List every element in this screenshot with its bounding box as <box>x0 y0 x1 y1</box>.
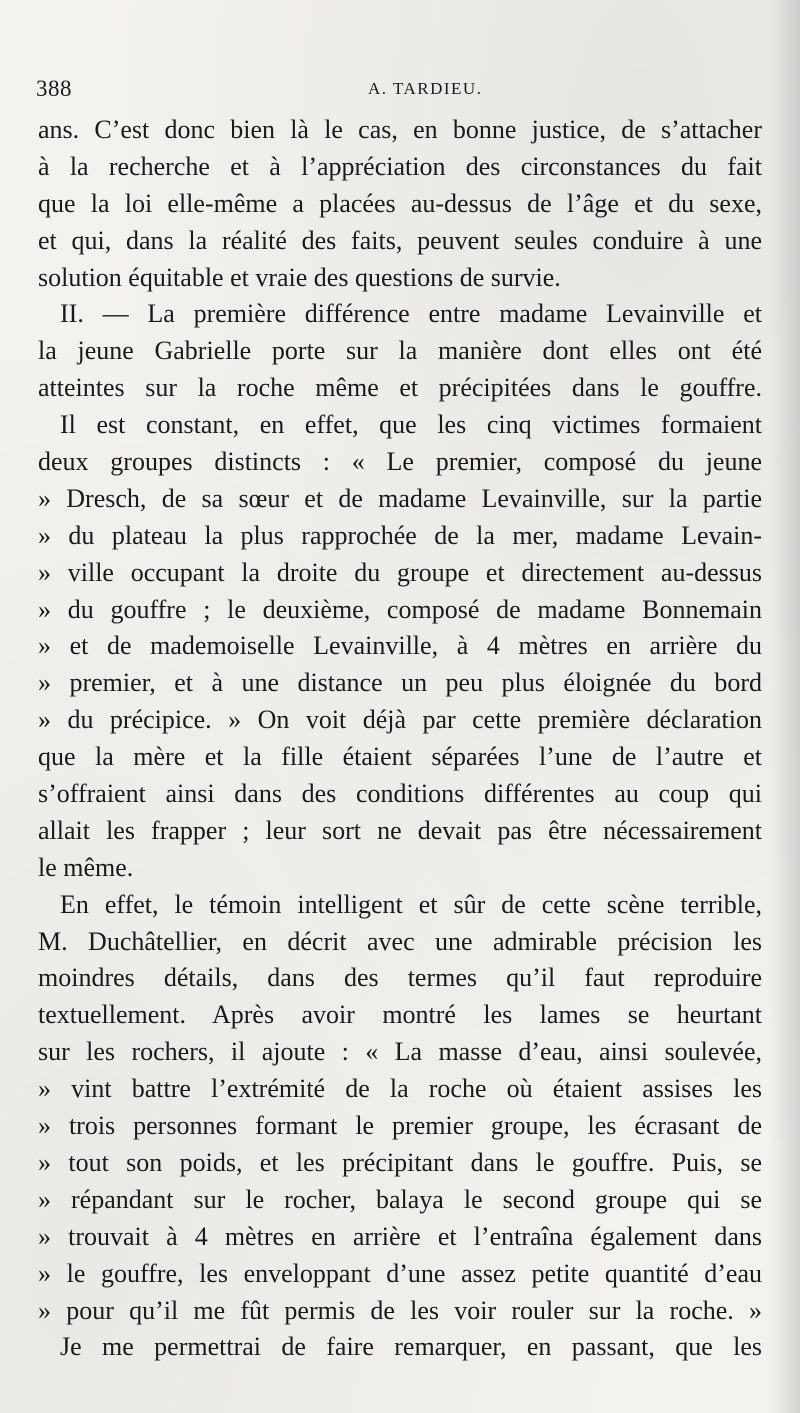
text-line: » le gouffre, les enveloppant d’une assez petite quantité d’eau <box>38 1258 762 1288</box>
text-line: solution équitable et vraie des questions de survie. <box>38 262 561 292</box>
text-line: que la mère et la fille étaient séparées l’une de l’autre et <box>38 742 762 772</box>
text-line: deux groupes distincts : « Le premier, composé du jeune <box>38 447 762 477</box>
text-line: » ville occupant la droite du groupe et directement au-dessus <box>38 557 762 587</box>
text-line: textuellement. Après avoir montré les lames se heurtant <box>38 1000 762 1030</box>
text-line: » du plateau la plus rapprochée de la mer, madame Levain- <box>38 520 762 550</box>
text-line: M. Duchâtellier, en décrit avec une admirable précision les <box>38 926 762 956</box>
text-line: » vint battre l’extrémité de la roche où étaient assises les <box>38 1074 762 1104</box>
text-line: à la recherche et à l’appréciation des circonstances du fait <box>38 151 762 181</box>
text-line: ans. C’est donc bien là le cas, en bonne justice, de s’attacher <box>38 115 762 144</box>
text-line: » premier, et à une distance un peu plus éloignée du bord <box>38 668 762 698</box>
page-edge-shadow <box>770 0 800 1413</box>
text-line: atteintes sur la roche même et précipitées dans le gouffre. <box>38 373 762 403</box>
text-line: » du gouffre ; le deuxième, composé de madame Bonnemain <box>38 594 762 624</box>
text-line: allait les frapper ; leur sort ne devait pas être nécessairement <box>38 815 762 845</box>
text-line: » trois personnes formant le premier groupe, les écrasant de <box>38 1111 762 1141</box>
text-line: la jeune Gabrielle porte sur la manière dont elles ont été <box>38 336 762 366</box>
text-line: sur les rochers, il ajoute : « La masse d’eau, ainsi soulevée, <box>38 1037 762 1067</box>
text-line: que la loi elle-même a placées au-dessus de l’âge et du sexe, <box>38 188 762 218</box>
text-line: » répandant sur le rocher, balaya le second groupe qui se <box>38 1184 762 1214</box>
text-line: Il est constant, en effet, que les cinq victimes formaient <box>60 410 762 440</box>
text-line: Je me permettrai de faire remarquer, en passant, que les <box>60 1332 762 1362</box>
body-text <box>38 112 762 1366</box>
text-line: s’offraient ainsi dans des conditions différentes au coup qui <box>38 779 762 809</box>
text-line: II. — La première différence entre madame Levainville et <box>60 299 762 329</box>
text-line: » trouvait à 4 mètres en arrière et l’entraîna également dans <box>38 1221 762 1251</box>
text-line: En effet, le témoin intelligent et sûr de cette scène terrible, <box>60 889 762 919</box>
page-header <box>36 76 756 106</box>
text-line: » du précipice. » On voit déjà par cette première déclaration <box>38 705 762 735</box>
text-line: » et de mademoiselle Levainville, à 4 mètres en arrière du <box>38 631 762 661</box>
text-line: » pour qu’il me fût permis de les voir rouler sur la roche. » <box>38 1295 762 1325</box>
text-line: moindres détails, dans des termes qu’il faut reproduire <box>38 963 762 993</box>
text-line: » Dresch, de sa sœur et de madame Levainville, sur la partie <box>38 483 762 513</box>
text-line: et qui, dans la réalité des faits, peuvent seules conduire à une <box>38 225 762 255</box>
text-line: » tout son poids, et les précipitant dans le gouffre. Puis, se <box>38 1147 762 1177</box>
text-line: le même. <box>38 852 134 882</box>
running-head: A. TARDIEU. <box>368 79 483 98</box>
page-number: 388 <box>36 76 72 101</box>
